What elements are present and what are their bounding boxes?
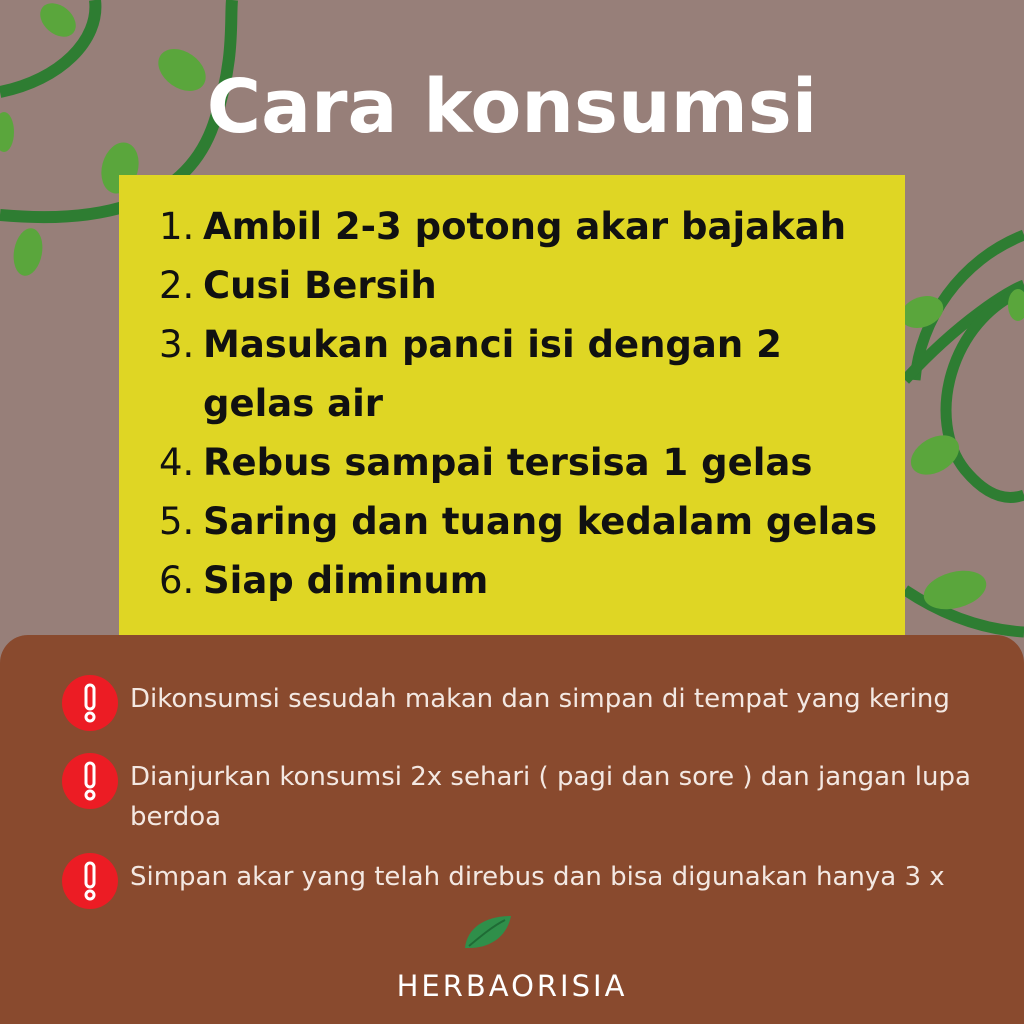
note-item: [62, 853, 1012, 909]
step-text: Rebus sampai tersisa 1 gelas: [203, 441, 813, 484]
steps-card: [119, 175, 905, 645]
step-text: Cusi Bersih: [203, 264, 437, 307]
note-text: Dianjurkan konsumsi 2x sehari ( pagi dan sore ) dan jangan lupa berdoa: [130, 762, 971, 832]
note-item: [62, 675, 1012, 731]
steps-list: [159, 197, 899, 610]
page-title: Cara konsumsi: [206, 64, 818, 150]
step-text: Siap diminum: [203, 559, 489, 602]
step-text: Ambil 2-3 potong akar bajakah: [203, 205, 847, 248]
step-number: 3.: [159, 323, 195, 366]
list-item: [159, 551, 899, 610]
step-number: 1.: [159, 205, 195, 248]
list-item: [159, 433, 899, 492]
step-text: Masukan panci isi dengan 2 gelas air: [203, 323, 782, 425]
exclamation-icon: [62, 675, 118, 731]
step-text: Saring dan tuang kedalam gelas: [203, 500, 878, 543]
list-item: [159, 197, 899, 256]
note-text: Dikonsumsi sesudah makan dan simpan di tempat yang kering: [130, 684, 950, 714]
step-number: 4.: [159, 441, 195, 484]
step-number: 6.: [159, 559, 195, 602]
step-number: 5.: [159, 500, 195, 543]
list-item: [159, 492, 899, 551]
exclamation-icon: [62, 753, 118, 809]
notes-panel: [0, 635, 1024, 1024]
step-number: 2.: [159, 264, 195, 307]
leaf-icon: [461, 912, 513, 952]
exclamation-icon: [62, 853, 118, 909]
list-item: [159, 315, 899, 433]
brand-name: HERBAORISIA: [396, 969, 628, 1003]
note-text: Simpan akar yang telah direbus dan bisa digunakan hanya 3 x: [130, 862, 945, 892]
note-item: [62, 753, 1012, 837]
list-item: [159, 256, 899, 315]
